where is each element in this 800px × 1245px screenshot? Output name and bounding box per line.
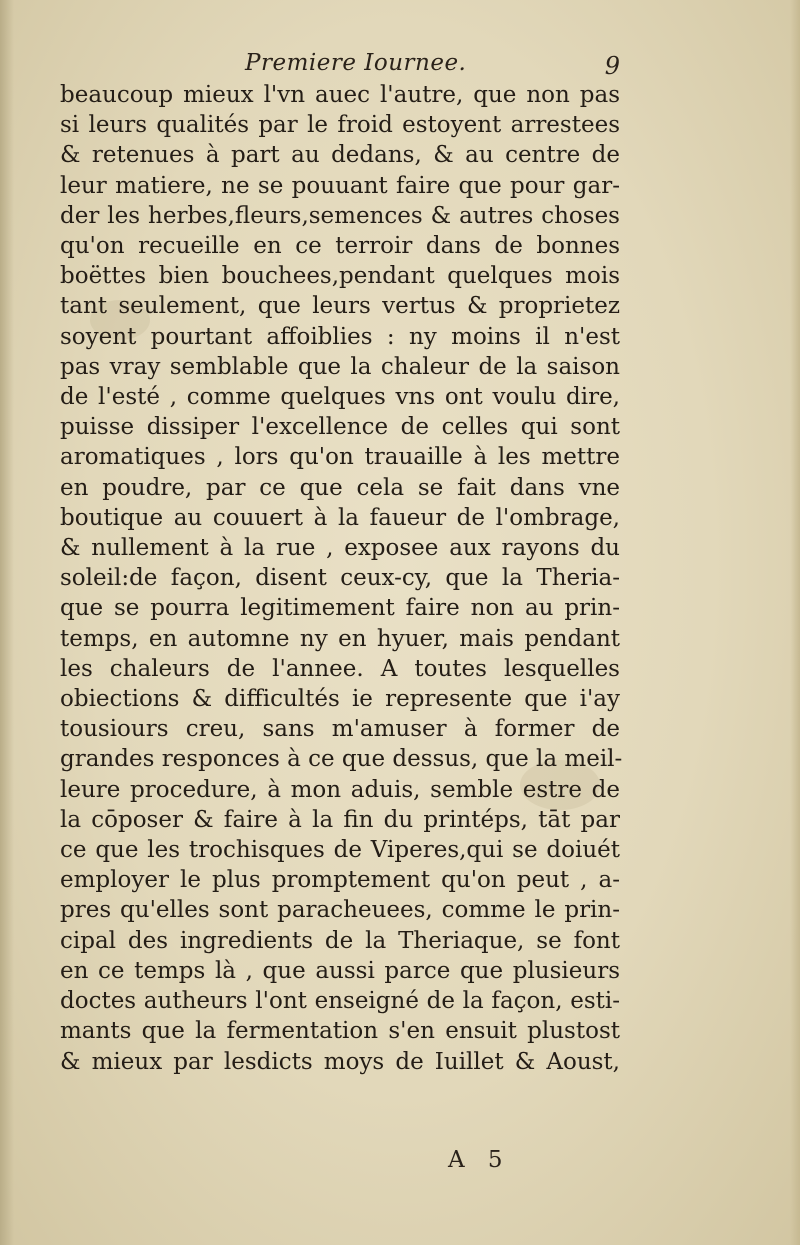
text-line: grandes responces à ce que dessus, que la meil- [60, 746, 623, 773]
body-text [60, 80, 623, 1077]
text-line: boëttes bien bouchees,pendant quelques mois [60, 263, 620, 290]
running-head: Premiere Iournee. [245, 50, 467, 76]
text-line: que se pourra legitimement faire non au prin- [60, 595, 620, 622]
text-line: mants que la fermentation s'en ensuit plustost [60, 1018, 620, 1045]
text-line: tant seulement, que leurs vertus & proprietez [60, 293, 620, 320]
text-line: la cōposer & faire à la fin du printéps, tāt par [60, 806, 620, 833]
text-line: boutique au couuert à la faueur de l'ombrage, [60, 504, 620, 531]
text-line: doctes autheurs l'ont enseigné de la façon, esti- [60, 988, 620, 1015]
text-line: employer le plus promptement qu'on peut , a- [60, 867, 620, 894]
text-line: en poudre, par ce que cela se fait dans vne [60, 474, 620, 501]
text-line: leure procedure, à mon aduis, semble estre de [60, 776, 620, 803]
text-line: tousiours creu, sans m'amuser à former de [60, 716, 620, 743]
text-line: de l'esté , comme quelques vns ont voulu dire, [60, 384, 620, 411]
text-line: soleil:de façon, disent ceux-cy, que la Theria- [60, 565, 620, 592]
page-number: 9 [604, 52, 620, 80]
page-edge-left [0, 0, 14, 1245]
text-line: pres qu'elles sont paracheuees, comme le prin- [60, 897, 620, 924]
text-line: & mieux par lesdicts moys de Iuillet & Aoust, [60, 1048, 620, 1075]
text-line: cipal des ingredients de la Theriaque, se font [60, 927, 620, 954]
text-line: beaucoup mieux l'vn auec l'autre, que non pas [60, 82, 620, 108]
text-line: si leurs qualités par le froid estoyent arrestees [60, 112, 620, 139]
text-line: pas vray semblable que la chaleur de la saison [60, 353, 620, 380]
text-line: en ce temps là , que aussi parce que plusieurs [60, 957, 620, 984]
page-edge-right [790, 0, 800, 1245]
text-line: der les herbes,fleurs,semences & autres choses [60, 202, 620, 229]
text-line: ce que les trochisques de Viperes,qui se doiuét [60, 837, 620, 864]
page-header [60, 48, 620, 82]
text-line: les chaleurs de l'annee. A toutes lesquelles [60, 655, 620, 682]
text-line: aromatiques , lors qu'on trauaille à les mettre [60, 444, 620, 471]
text-line: qu'on recueille en ce terroir dans de bonnes [60, 233, 620, 260]
text-line: temps, en automne ny en hyuer, mais pendant [60, 625, 620, 652]
text-line: & nullement à la rue , exposee aux rayons du [60, 535, 620, 562]
signature-mark: A 5 [448, 1147, 511, 1173]
text-line: soyent pourtant affoiblies : ny moins il n'est [60, 323, 620, 350]
text-line: puisse dissiper l'excellence de celles qui sont [60, 414, 620, 441]
text-line: & retenues à part au dedans, & au centre de [60, 142, 620, 169]
text-line: obiections & difficultés ie represente que i'ay [60, 686, 620, 713]
text-line: leur matiere, ne se pouuant faire que pour gar- [60, 172, 620, 199]
